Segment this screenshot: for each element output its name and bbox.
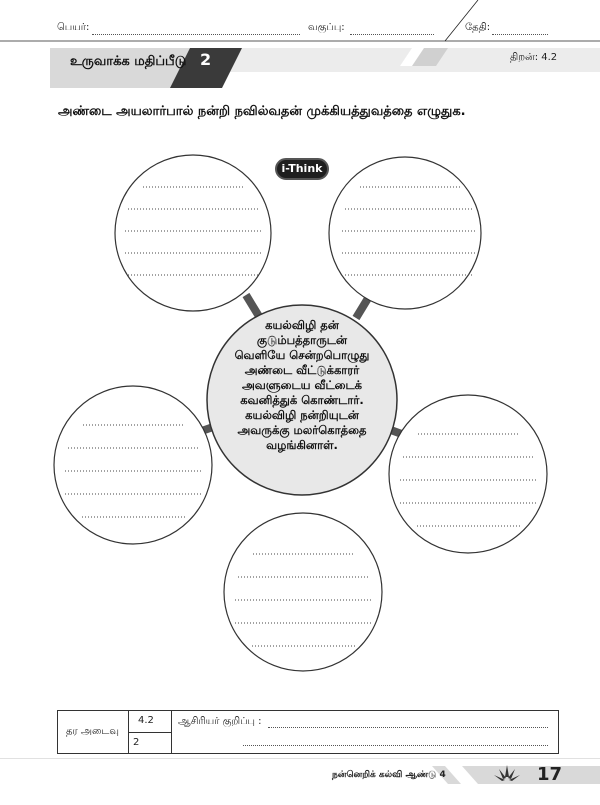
center-line: அவளுடைய வீட்டைக் — [241, 378, 363, 392]
connector-top-left — [246, 295, 260, 318]
assessment-level: 2 — [133, 737, 140, 748]
class-label: வகுப்பு: — [308, 22, 345, 33]
center-line: கயல்விழி தன் — [265, 318, 339, 332]
circle-left — [54, 386, 212, 544]
banner-title: உருவாக்க மதிப்பீடு — [70, 54, 187, 69]
skill-label: திறன்: 4.2 — [510, 52, 558, 63]
center-story — [222, 318, 382, 453]
circle-top-right — [329, 157, 481, 309]
center-line: வெளியே சென்றபொழுது — [234, 348, 370, 362]
footer-subject: நன்னெறிக் கல்வி ஆண்டு 4 — [332, 770, 446, 780]
center-line: வழங்கினாள். — [266, 438, 338, 452]
header-decoration — [0, 0, 600, 100]
name-label: பெயர்: — [57, 22, 90, 33]
date-label: தேதி: — [465, 22, 491, 33]
banner-number: 2 — [200, 50, 212, 69]
circle-top-left — [115, 155, 271, 311]
assessment-table — [57, 710, 559, 754]
teacher-note-label: ஆசிரியர் குறிப்பு : — [178, 716, 262, 727]
assessment-code: 4.2 — [138, 715, 154, 726]
circle-bottom — [224, 513, 382, 671]
instruction: அண்டை அயலார்பால் நன்றி நவில்வதன் முக்கியத்துவத்தை எழுதுக. — [58, 104, 466, 119]
assessment-label: தர அடைவு — [66, 726, 119, 737]
page-number: 17 — [537, 764, 563, 785]
center-line: அவருக்கு மலர்கொத்தை — [237, 423, 367, 437]
center-line: குடும்பத்தாருடன் — [256, 333, 348, 347]
ithink-badge: i-Think — [275, 158, 329, 180]
center-line: கவனித்துக் கொண்டார். — [240, 393, 364, 407]
teacher-note-field-1[interactable] — [268, 727, 548, 728]
teacher-note-field-2[interactable] — [243, 745, 548, 746]
leaf-logo-icon — [493, 763, 521, 783]
center-line: கயல்விழி நன்றியுடன் — [245, 408, 359, 422]
circle-right — [389, 395, 547, 553]
center-line: அண்டை வீட்டுக்காரர் — [244, 363, 360, 377]
